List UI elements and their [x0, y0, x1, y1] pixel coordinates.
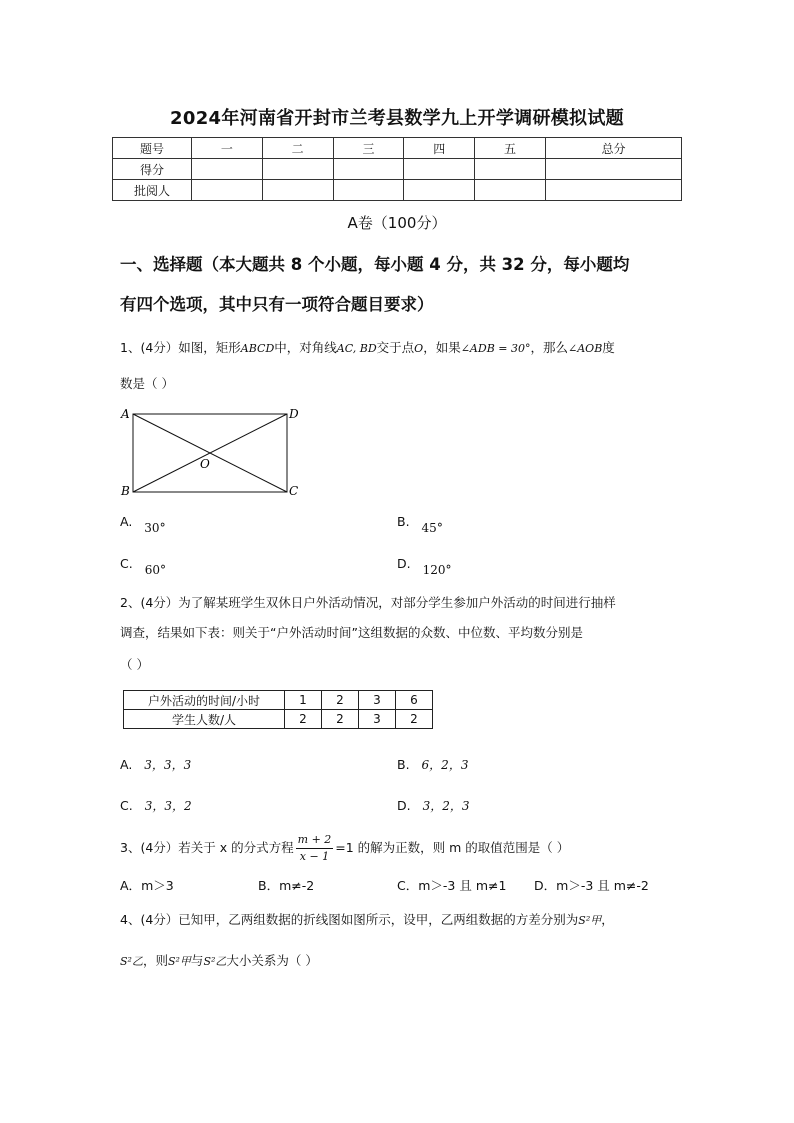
score-cell[interactable] — [192, 159, 263, 180]
option-value: m≠-2 — [279, 878, 315, 893]
volume-heading: A卷（100分） — [347, 214, 447, 232]
page-title: 2024年河南省开封市兰考县数学九上开学调研模拟试题 — [170, 108, 624, 129]
option-label: C. — [120, 556, 133, 571]
score-cell[interactable] — [545, 159, 681, 180]
option-value: m＞3 — [141, 878, 174, 893]
option-value: 60° — [144, 563, 166, 577]
score-cell[interactable] — [333, 159, 404, 180]
q1-text: 交于点 — [376, 340, 415, 355]
q3-option-d[interactable] — [534, 876, 649, 894]
table-cell: 2 — [322, 691, 359, 710]
label-d: D — [289, 407, 299, 421]
option-label: B． — [258, 878, 280, 893]
label-o: O — [200, 457, 210, 471]
q1-text: ，如果 — [423, 340, 461, 355]
table-cell: 3 — [359, 691, 396, 710]
q1-option-b[interactable] — [397, 514, 443, 535]
q1-math: O — [414, 342, 424, 355]
q3-text: =1 的解为正数，则 m 的取值范围是（ ） — [335, 840, 570, 855]
option-value: 6，2，3 — [421, 758, 469, 772]
score-header-cell: 四 — [404, 138, 475, 159]
label-c: C — [289, 484, 299, 498]
score-header-cell: 一 — [192, 138, 263, 159]
table-header-cell: 学生人数/人 — [124, 710, 285, 729]
table-cell: 3 — [359, 710, 396, 729]
table-row — [113, 138, 682, 159]
score-header-cell: 五 — [475, 138, 546, 159]
q3-option-b[interactable] — [258, 876, 314, 894]
q4-text: 大小关系为（ ） — [226, 953, 318, 968]
score-cell[interactable] — [262, 159, 333, 180]
option-label: D． — [534, 878, 557, 893]
section-heading-line2: 有四个选项，其中只有一项符合题目要求） — [120, 295, 434, 314]
option-label: D. — [397, 556, 411, 571]
option-label: A. — [120, 514, 133, 529]
q1-line2: 数是（ ） — [120, 376, 174, 391]
score-row-label: 得分 — [113, 159, 192, 180]
q4-variance-yi: S²乙 — [203, 955, 227, 968]
q4-variance-jia: S²甲 — [167, 955, 191, 968]
score-table — [112, 137, 682, 201]
table-row — [113, 159, 682, 180]
q2-line2: 调查，结果如下表：则关于“户外活动时间”这组数据的众数、中位数、平均数分别是 — [120, 625, 583, 640]
option-value: 3，2，3 — [422, 799, 470, 813]
q1-text: 中，对角线 — [274, 340, 337, 355]
label-a: A — [121, 407, 130, 421]
table-cell: 1 — [285, 691, 322, 710]
q4-variance-jia: S²甲 — [578, 914, 602, 927]
option-label: D. — [397, 798, 411, 813]
option-label: C． — [397, 878, 419, 893]
q2-line3: （ ） — [120, 657, 149, 672]
option-value: m＞-3 且 m≠1 — [418, 878, 507, 893]
fraction — [296, 832, 334, 865]
q4-text: ，则 — [142, 953, 168, 968]
q1-text: 1、(4分）如图，矩形 — [120, 340, 241, 355]
option-label: B. — [397, 514, 410, 529]
option-value: m＞-3 且 m≠-2 — [556, 878, 649, 893]
q1-math: ∠ADB = 30° — [460, 342, 531, 355]
q2-option-b[interactable] — [397, 756, 468, 773]
option-value: 120° — [422, 563, 452, 577]
q4-variance-yi: S²乙 — [120, 955, 143, 968]
activity-table — [123, 690, 433, 729]
score-row-label: 批阅人 — [113, 180, 192, 201]
label-b: B — [121, 484, 130, 498]
score-cell[interactable] — [404, 180, 475, 201]
q1-math: ∠AOB — [568, 342, 603, 355]
q1-math: AC, BD — [336, 342, 377, 355]
q3-text: 3、(4分）若关于 x 的分式方程 — [120, 840, 294, 855]
rectangle-figure — [118, 402, 308, 502]
table-row — [113, 180, 682, 201]
option-value: 45° — [421, 521, 443, 535]
score-cell[interactable] — [475, 180, 546, 201]
q2-option-a[interactable] — [120, 756, 191, 773]
q1-text: ，那么 — [530, 340, 569, 355]
q1-math: ABCD — [240, 342, 275, 355]
option-label: C. — [120, 798, 133, 813]
option-label: A． — [120, 878, 142, 893]
score-cell[interactable] — [404, 159, 475, 180]
table-cell: 2 — [322, 710, 359, 729]
score-cell[interactable] — [545, 180, 681, 201]
q2-option-c[interactable] — [120, 797, 192, 814]
option-value: 30° — [144, 521, 166, 535]
q3-option-a[interactable] — [120, 876, 174, 894]
score-header-cell: 题号 — [113, 138, 192, 159]
table-cell: 2 — [285, 710, 322, 729]
q3-line1 — [120, 830, 690, 866]
option-label: A. — [120, 757, 133, 772]
q4-text: ， — [601, 912, 614, 927]
score-header-cell: 二 — [262, 138, 333, 159]
fraction-denominator: x − 1 — [299, 850, 330, 863]
q4-text: 与 — [190, 953, 204, 968]
score-cell[interactable] — [262, 180, 333, 201]
table-row — [124, 710, 433, 729]
table-row — [124, 691, 433, 710]
score-cell[interactable] — [192, 180, 263, 201]
option-label: B. — [397, 757, 410, 772]
option-value: 3，3，3 — [144, 758, 192, 772]
score-header-cell: 三 — [333, 138, 404, 159]
fraction-numerator: m + 2 — [296, 832, 334, 849]
table-cell: 2 — [396, 710, 433, 729]
q1-text: 度 — [602, 340, 615, 355]
q1-option-d[interactable] — [397, 556, 452, 577]
q4-line2 — [120, 946, 690, 977]
q3-option-c[interactable] — [397, 876, 506, 894]
q2-option-d[interactable] — [397, 797, 470, 814]
option-value: 3，3，2 — [144, 799, 192, 813]
q1-option-c[interactable] — [120, 556, 166, 577]
q4-line1 — [120, 905, 690, 936]
score-cell[interactable] — [475, 159, 546, 180]
score-header-cell: 总分 — [545, 138, 681, 159]
table-cell: 6 — [396, 691, 433, 710]
section-heading-line1: 一、选择题（本大题共 8 个小题，每小题 4 分，共 32 分，每小题均 — [120, 255, 630, 274]
table-header-cell: 户外活动的时间/小时 — [124, 691, 285, 710]
score-cell[interactable] — [333, 180, 404, 201]
q2-line1: 2、(4分）为了解某班学生双休日户外活动情况，对部分学生参加户外活动的时间进行抽样 — [120, 595, 616, 610]
q4-text: 4、(4分）已知甲，乙两组数据的折线图如图所示，设甲，乙两组数据的方差分别为 — [120, 912, 579, 927]
q1-line1 — [120, 333, 690, 364]
q1-option-a[interactable] — [120, 514, 166, 535]
